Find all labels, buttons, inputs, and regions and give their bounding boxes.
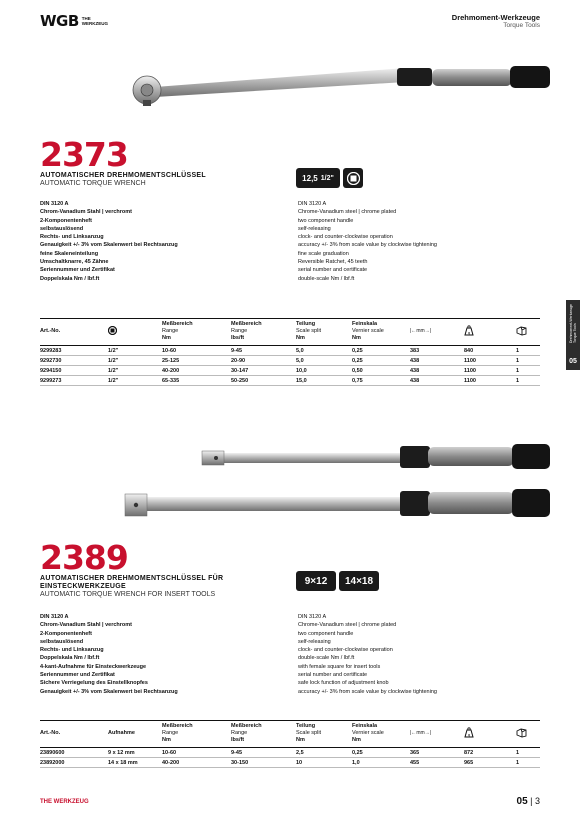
insert-torque-wrench-images: [110, 440, 555, 530]
logo-wordmark: WGB: [40, 12, 79, 30]
product-number: 2373: [40, 135, 128, 174]
product-title: [40, 172, 206, 188]
table-row: 9299273 1/2" 65-335 50-250 15,0 0,75 438 1100 1: [40, 376, 540, 386]
product-title: [40, 575, 223, 599]
length-icon: |←mm→|: [410, 328, 431, 334]
chapter-tab: [566, 300, 580, 370]
product-title-de-line2: EINSTECKWERKZEUGE: [40, 583, 126, 590]
page-number: 05 | 3: [516, 796, 540, 807]
specs-de-list: DIN 3120 A Chrom-Vanadium Stahl | verchromt 2-Komponentenheft selbstauslösend Rechts- und Linksanzug Genauigkeit +/- 3% vom Skalenwert bei Rechtsanzug feine Skaleneinteilung Umschaltknarre, 45 Zähne Seriennummer und Zertifikat Doppelskala Nm / lbf.ft: [40, 201, 178, 282]
table-row: 9299283 1/2" 10-60 9-45 5,0 0,25 383 840 1: [40, 346, 540, 356]
col-aufnahme: Aufnahme: [108, 730, 135, 736]
insert-size-badge-large: 14×18: [339, 571, 379, 591]
drive-size-badge: 12,5 1/2": [296, 168, 340, 188]
ratchet-torque-wrench-image: [115, 60, 555, 110]
chapter-tab-label: Drehmoment-Werkzeuge Torque Tools: [569, 304, 577, 344]
article-table-2373: [40, 318, 540, 386]
product-title-de: AUTOMATISCHER DREHMOMENTSCHLÜSSEL FÜR: [40, 575, 224, 582]
svg-text:g: g: [467, 731, 471, 737]
spec-badges: [296, 168, 363, 188]
specs-en-list: DIN 3120 A Chrome-Vanadium steel | chrome plated two component handle self-releasing clock- and counter-clockwise operation accuracy +/- 3% from scale value by clockwise tightening fine scale graduation Reversible Ratchet, 45 teeth serial number and certificate double-scale Nm / lbf.ft: [298, 201, 437, 282]
section-header: [452, 13, 540, 29]
square-drive-icon: [108, 326, 117, 335]
brand-logo: [40, 12, 108, 30]
table-header-row: Art.-No. Aufnahme Meßbereich Range Nm Meßbereich Range lbs/ft Teilung Scale split Nm Feinskala Vernier scale Nm |←mm→| g: [40, 721, 540, 748]
product-title-en: AUTOMATIC TORQUE WRENCH: [40, 180, 146, 187]
product-number: 2389: [40, 538, 128, 577]
table-row: 9294150 1/2" 40-200 30-147 10,0 0,50 438 1100 1: [40, 366, 540, 376]
weight-icon: [464, 325, 474, 336]
length-icon: |←mm→|: [410, 730, 431, 736]
insert-size-badge-small: 9×12: [296, 571, 336, 591]
specs-en-list: DIN 3120 A Chrome-Vanadium steel | chrome plated two component handle self-releasing clock- and counter-clockwise operation double-scale Nm / lbf.ft with female square for insert tools serial number and certificate safe lock function of adjustment knob accuracy +/- 3% from scale value by clockwise tightening: [298, 614, 437, 695]
chapter-number: 05: [569, 358, 577, 365]
specs-de-list: DIN 3120 A Chrom-Vanadium Stahl | verchromt 2-Komponentenheft selbstauslösend Rechts- und Linksanzug Doppelskala Nm / lbf.ft 4-kant-Aufnahme für Einsteckwerkzeuge Seriennummer und Zertifikat Sichere Verriegelung des Einstellknopfes Genauigkeit +/- 3% vom Skalenwert bei Rechtsanzug: [40, 614, 178, 695]
table-row: 23892000 14 x 18 mm 40-200 30-150 10 1,0 455 965 1: [40, 758, 540, 768]
table-header-row: Art.-No. Meßbereich Range Nm Meßbereich Range lbs/ft Teilung Scale split Nm Feinskala Vernier scale Nm |←mm→| g: [40, 319, 540, 346]
product-title-en: AUTOMATIC TORQUE WRENCH FOR INSERT TOOLS: [40, 591, 216, 598]
svg-text:g: g: [467, 329, 471, 335]
footer-brand: THE WERKZEUG: [40, 799, 89, 805]
package-icon: [516, 325, 527, 336]
package-icon: [516, 727, 527, 738]
weight-icon: [464, 727, 474, 738]
col-art-no: Art.-No.: [40, 730, 61, 736]
col-art-no: Art.-No.: [40, 328, 61, 334]
table-row: 9292730 1/2" 25-125 20-90 5,0 0,25 438 1100 1: [40, 356, 540, 366]
table-row: 23890600 9 x 12 mm 10-60 9-45 2,5 0,25 365 872 1: [40, 748, 540, 758]
spec-badges: [296, 571, 379, 591]
section-title-en: Torque Tools: [503, 22, 540, 29]
logo-subtitle: THE WERKZEUG: [81, 16, 109, 26]
product-title-de: AUTOMATISCHER DREHMOMENTSCHLÜSSEL: [40, 172, 206, 179]
square-drive-icon: [343, 168, 363, 188]
section-title-de: Drehmoment-Werkzeuge: [451, 13, 540, 22]
article-table-2389: [40, 720, 540, 768]
